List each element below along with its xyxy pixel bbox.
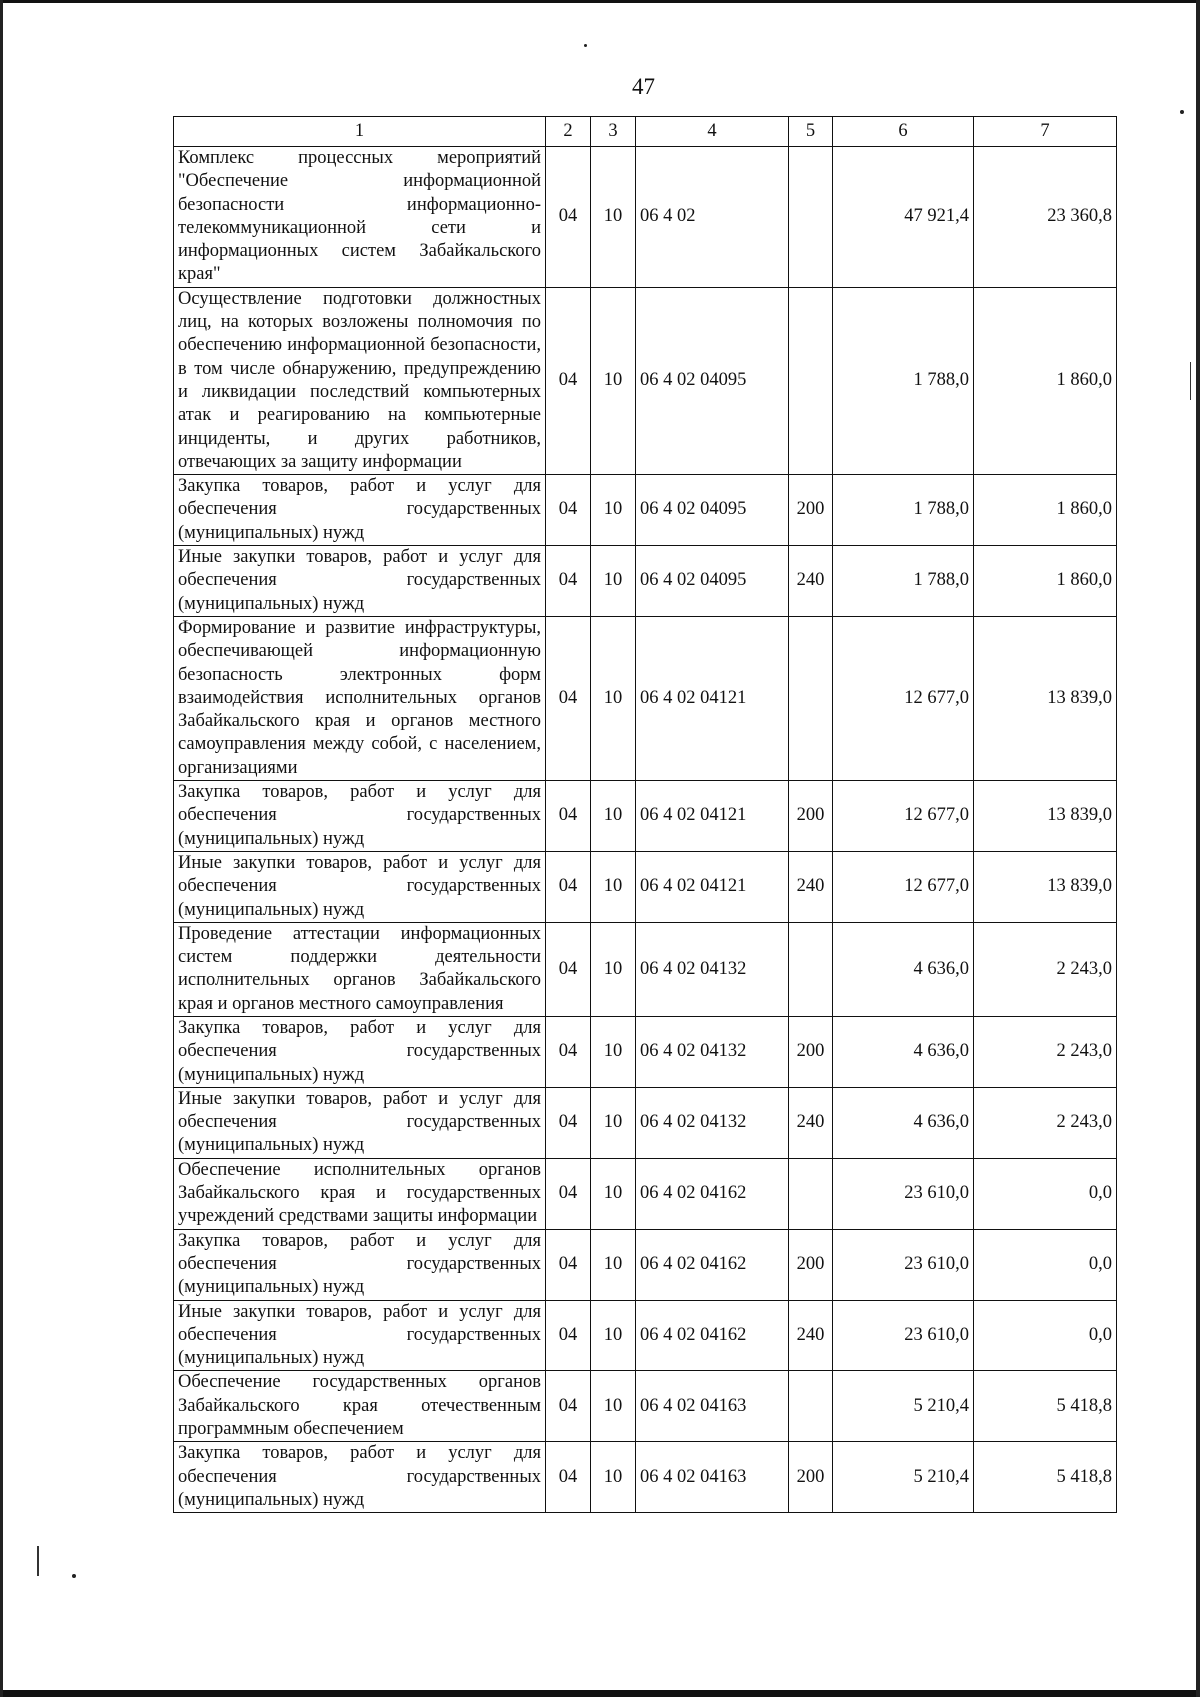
expense-type-code [789, 922, 833, 1016]
amount-year-2: 1 860,0 [974, 287, 1117, 474]
item-name: Обеспечение государственных органов Забайкальского края отечественным программным обеспечением [174, 1371, 546, 1442]
amount-year-2: 13 839,0 [974, 851, 1117, 922]
subsection-code: 10 [591, 851, 636, 922]
section-code: 04 [546, 546, 591, 617]
amount-year-2: 2 243,0 [974, 922, 1117, 1016]
subsection-code: 10 [591, 1158, 636, 1229]
amount-year-2: 5 418,8 [974, 1442, 1117, 1513]
table-row [174, 1016, 1117, 1087]
scan-speck [1180, 110, 1184, 114]
item-name: Проведение аттестации информационных систем поддержки деятельности исполнительных органов Забайкальского края и органов местного самоуправления [174, 922, 546, 1016]
section-code: 04 [546, 1300, 591, 1371]
item-name: Комплекс процессных мероприятий "Обеспечение информационной безопасности информационно-телекоммуникационной сети и информационных систем Забайкальского края" [174, 147, 546, 288]
section-code: 04 [546, 1087, 591, 1158]
scan-border-left [0, 0, 3, 1697]
scan-border-top [0, 0, 1200, 3]
table-row [174, 147, 1117, 288]
subsection-code: 10 [591, 1229, 636, 1300]
target-article-code: 06 4 02 04095 [636, 546, 789, 617]
amount-year-1: 4 636,0 [833, 1016, 974, 1087]
amount-year-2: 2 243,0 [974, 1016, 1117, 1087]
section-code: 04 [546, 851, 591, 922]
expense-type-code: 200 [789, 1229, 833, 1300]
amount-year-1: 4 636,0 [833, 1087, 974, 1158]
subsection-code: 10 [591, 1371, 636, 1442]
subsection-code: 10 [591, 781, 636, 852]
target-article-code: 06 4 02 04163 [636, 1442, 789, 1513]
target-article-code: 06 4 02 04162 [636, 1300, 789, 1371]
expense-type-code: 240 [789, 1087, 833, 1158]
subsection-code: 10 [591, 1016, 636, 1087]
page-number: 47 [632, 74, 655, 99]
target-article-code: 06 4 02 04163 [636, 1371, 789, 1442]
section-code: 04 [546, 1158, 591, 1229]
target-article-code: 06 4 02 04162 [636, 1158, 789, 1229]
item-name: Закупка товаров, работ и услуг для обеспечения государственных (муниципальных) нужд [174, 781, 546, 852]
expense-type-code: 200 [789, 1442, 833, 1513]
expense-type-code [789, 147, 833, 288]
expense-type-code [789, 1371, 833, 1442]
amount-year-1: 23 610,0 [833, 1158, 974, 1229]
scan-border-bottom [0, 1690, 1200, 1697]
table-row [174, 1087, 1117, 1158]
header-cell-7: 7 [974, 117, 1117, 147]
expense-type-code: 200 [789, 1016, 833, 1087]
amount-year-1: 5 210,4 [833, 1442, 974, 1513]
amount-year-1: 4 636,0 [833, 922, 974, 1016]
budget-table [173, 116, 1117, 1513]
amount-year-1: 1 788,0 [833, 475, 974, 546]
table-row [174, 1158, 1117, 1229]
amount-year-1: 1 788,0 [833, 546, 974, 617]
section-code: 04 [546, 287, 591, 474]
target-article-code: 06 4 02 04121 [636, 781, 789, 852]
amount-year-1: 23 610,0 [833, 1229, 974, 1300]
amount-year-2: 2 243,0 [974, 1087, 1117, 1158]
amount-year-2: 13 839,0 [974, 781, 1117, 852]
item-name: Обеспечение исполнительных органов Забайкальского края и государственных учреждений средствами защиты информации [174, 1158, 546, 1229]
scan-speck [584, 44, 587, 47]
subsection-code: 10 [591, 616, 636, 780]
subsection-code: 10 [591, 287, 636, 474]
header-cell-5: 5 [789, 117, 833, 147]
section-code: 04 [546, 475, 591, 546]
item-name: Иные закупки товаров, работ и услуг для обеспечения государственных (муниципальных) нужд [174, 851, 546, 922]
table-row [174, 1442, 1117, 1513]
table-row [174, 922, 1117, 1016]
header-cell-4: 4 [636, 117, 789, 147]
table-row [174, 781, 1117, 852]
header-cell-2: 2 [546, 117, 591, 147]
item-name: Иные закупки товаров, работ и услуг для обеспечения государственных (муниципальных) нужд [174, 1300, 546, 1371]
section-code: 04 [546, 922, 591, 1016]
table-row [174, 616, 1117, 780]
amount-year-2: 5 418,8 [974, 1371, 1117, 1442]
expense-type-code [789, 287, 833, 474]
item-name: Закупка товаров, работ и услуг для обеспечения государственных (муниципальных) нужд [174, 1442, 546, 1513]
amount-year-2: 0,0 [974, 1300, 1117, 1371]
section-code: 04 [546, 147, 591, 288]
subsection-code: 10 [591, 922, 636, 1016]
item-name: Иные закупки товаров, работ и услуг для обеспечения государственных (муниципальных) нужд [174, 1087, 546, 1158]
subsection-code: 10 [591, 475, 636, 546]
section-code: 04 [546, 1229, 591, 1300]
amount-year-1: 23 610,0 [833, 1300, 974, 1371]
target-article-code: 06 4 02 04132 [636, 1087, 789, 1158]
item-name: Формирование и развитие инфраструктуры, обеспечивающей информационную безопасность электронных форм взаимодействия исполнительных органов Забайкальского края и органов местного самоуправления между собой, с населением, организациями [174, 616, 546, 780]
amount-year-2: 23 360,8 [974, 147, 1117, 288]
amount-year-1: 12 677,0 [833, 781, 974, 852]
target-article-code: 06 4 02 04121 [636, 616, 789, 780]
expense-type-code: 240 [789, 851, 833, 922]
scan-mark [37, 1546, 39, 1576]
expense-type-code [789, 1158, 833, 1229]
target-article-code: 06 4 02 04132 [636, 922, 789, 1016]
item-name: Закупка товаров, работ и услуг для обеспечения государственных (муниципальных) нужд [174, 1229, 546, 1300]
item-name: Закупка товаров, работ и услуг для обеспечения государственных (муниципальных) нужд [174, 1016, 546, 1087]
subsection-code: 10 [591, 1300, 636, 1371]
table-row [174, 475, 1117, 546]
scan-border-right [1196, 0, 1200, 1697]
target-article-code: 06 4 02 [636, 147, 789, 288]
expense-type-code: 200 [789, 475, 833, 546]
amount-year-1: 1 788,0 [833, 287, 974, 474]
amount-year-2: 0,0 [974, 1158, 1117, 1229]
amount-year-2: 1 860,0 [974, 546, 1117, 617]
item-name: Закупка товаров, работ и услуг для обеспечения государственных (муниципальных) нужд [174, 475, 546, 546]
amount-year-2: 1 860,0 [974, 475, 1117, 546]
amount-year-2: 13 839,0 [974, 616, 1117, 780]
section-code: 04 [546, 616, 591, 780]
table-row [174, 851, 1117, 922]
item-name: Иные закупки товаров, работ и услуг для обеспечения государственных (муниципальных) нужд [174, 546, 546, 617]
section-code: 04 [546, 1371, 591, 1442]
section-code: 04 [546, 1016, 591, 1087]
amount-year-1: 12 677,0 [833, 616, 974, 780]
subsection-code: 10 [591, 1442, 636, 1513]
target-article-code: 06 4 02 04162 [636, 1229, 789, 1300]
subsection-code: 10 [591, 546, 636, 617]
header-cell-6: 6 [833, 117, 974, 147]
scan-speck [72, 1574, 76, 1578]
table-row [174, 1371, 1117, 1442]
target-article-code: 06 4 02 04121 [636, 851, 789, 922]
header-row [174, 117, 1117, 147]
amount-year-1: 12 677,0 [833, 851, 974, 922]
target-article-code: 06 4 02 04095 [636, 475, 789, 546]
table-row [174, 1229, 1117, 1300]
section-code: 04 [546, 781, 591, 852]
amount-year-1: 47 921,4 [833, 147, 974, 288]
section-code: 04 [546, 1442, 591, 1513]
expense-type-code: 200 [789, 781, 833, 852]
item-name: Осуществление подготовки должностных лиц, на которых возложены полномочия по обеспечению информационной безопасности, в том числе обнаружению, предупреждению и ликвидации последствий компьютерных атак и реагированию на компьютерные инциденты, и других работников, отвечающих за защиту информации [174, 287, 546, 474]
amount-year-1: 5 210,4 [833, 1371, 974, 1442]
expense-type-code: 240 [789, 546, 833, 617]
amount-year-2: 0,0 [974, 1229, 1117, 1300]
subsection-code: 10 [591, 147, 636, 288]
scan-mark [1190, 362, 1191, 400]
table-row [174, 1300, 1117, 1371]
expense-type-code: 240 [789, 1300, 833, 1371]
table-row [174, 287, 1117, 474]
target-article-code: 06 4 02 04132 [636, 1016, 789, 1087]
subsection-code: 10 [591, 1087, 636, 1158]
header-cell-1: 1 [174, 117, 546, 147]
target-article-code: 06 4 02 04095 [636, 287, 789, 474]
header-cell-3: 3 [591, 117, 636, 147]
table-row [174, 546, 1117, 617]
expense-type-code [789, 616, 833, 780]
